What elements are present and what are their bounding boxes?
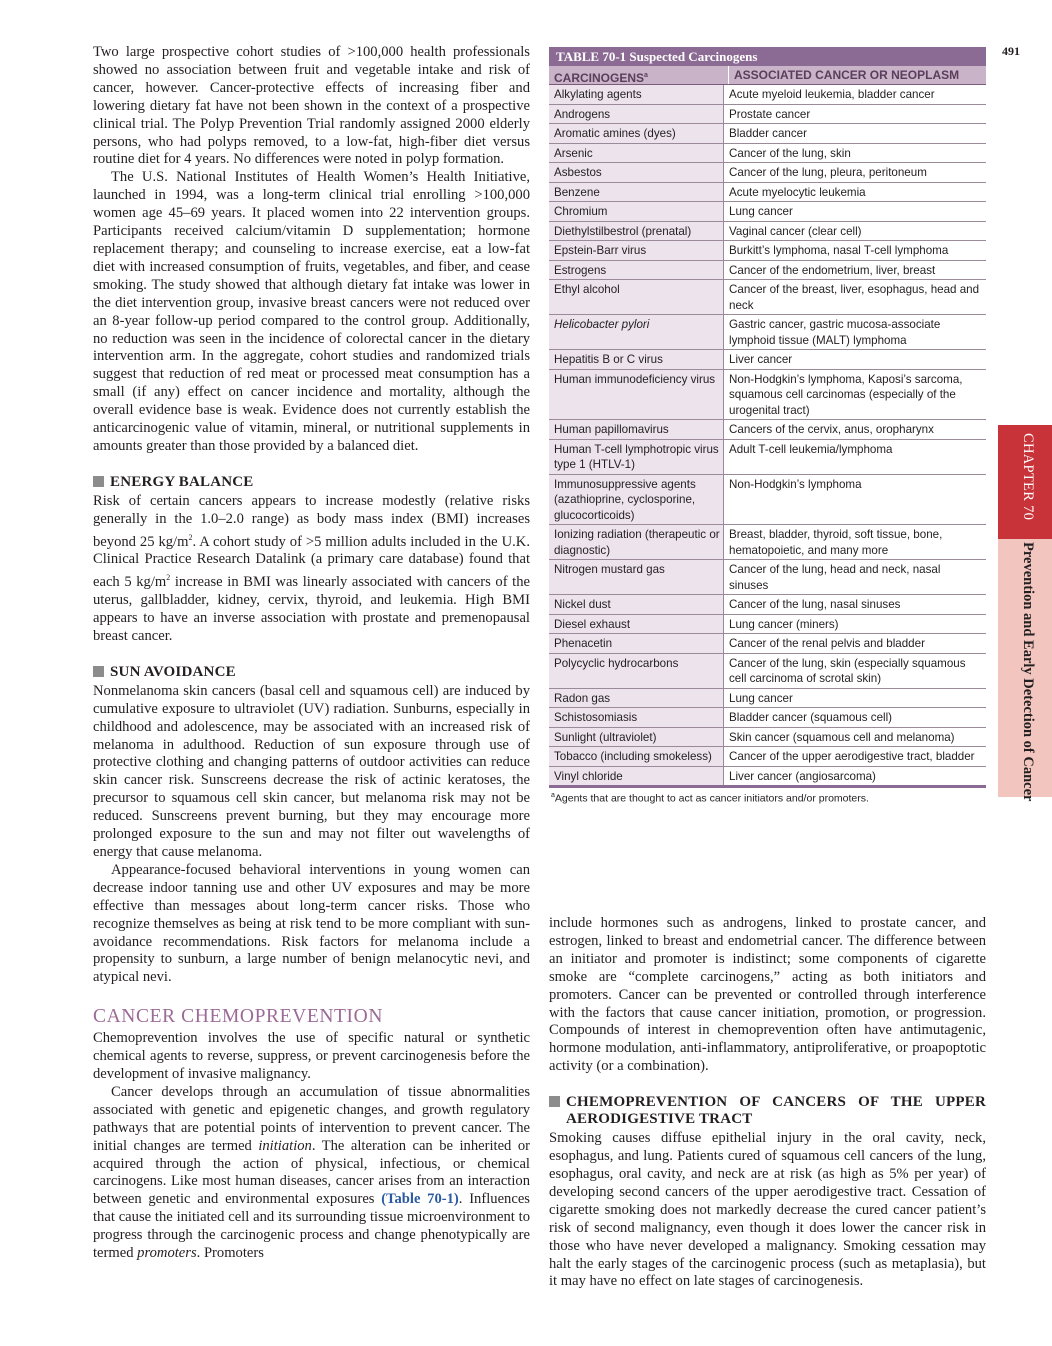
carcinogen-cell: Chromium bbox=[549, 202, 724, 221]
associated-cancer-cell: Cancer of the lung, nasal sinuses bbox=[729, 598, 901, 611]
section-heading-sun-avoidance: SUN AVOIDANCE bbox=[93, 664, 530, 681]
paragraph: Smoking causes diffuse epithelial injury in the oral cavity, neck, esophagus, and lung. Patients cured of squamous cell cancers of the lung, esophagus, oral cavity, and neck are at risk (as high as 5% per year) of developing second cancers of the upper aerodigestive tract. Cessation of cigarette smoking does not markedly decrease the cured cancer patient’s risk of second malignancy, even though it does lower the cancer risk in those who have never developed a malignancy. Smoking cessation may halt the early stages of the carcinogenic process (such as metaplasia), but it may have no effect on late stages of carcinogenesis. bbox=[549, 1130, 986, 1290]
associated-cancer-cell: Lung cancer bbox=[729, 691, 793, 705]
table-body bbox=[549, 85, 986, 786]
table-header bbox=[549, 66, 986, 85]
table-row bbox=[549, 708, 986, 728]
associated-cancer-cell: Cancer of the upper aerodigestive tract, bladder bbox=[729, 750, 975, 763]
associated-cancer-cell: Gastric cancer, gastric mucosa-associate lymphoid tissue (MALT) lymphoma bbox=[729, 318, 941, 347]
right-column bbox=[549, 915, 986, 1291]
paragraph: The U.S. National Institutes of Health Women’s Health Initiative, launched in 1994, was a long-term clinical trial enrolling >100,000 women age 45–69 years. It placed women into 22 intervention groups. Participants received calcium/vitamin D supplementation; hormone replacement therapy; and counseling to increase exercise, eat a low-fat diet with increased consumption of fruits, vegetables, and fiber, and cease smoking. The study showed that although dietary fat intake was lower in the diet intervention group, invasive breast cancers were not reduced over an 8-year follow-up period compared to the control group. Additionally, no reduction was seen in the incidence of colorectal cancer in the dietary intervention arm. In the aggregate, cohort studies and randomized trials suggest that reduction of red meat or processed meat consumption has a small (if any) effect on cancer incidence and mortality, although the overall evidence base is weak. Evidence does not currently establish the anticarcinogenic value of vitamin, mineral, or nutritional supplements in amounts greater than those provided by a balanced diet. bbox=[93, 169, 530, 454]
carcinogens-table bbox=[549, 47, 986, 805]
table-footnote: $^a$Agents that are thought to act as cancer initiators and/or promoters. bbox=[551, 792, 869, 805]
associated-cancer-cell: Cancer of the breast, liver, esophagus, head and neck bbox=[729, 283, 980, 312]
paragraph: Two large prospective cohort studies of >100,000 health professionals showed no association between fruit and vegetable intake and risk of cancer, however. Cancer-protective effects of increasing fiber and lowering dietary fat have not been shown in the context of a prospective clinical trial. The Polyp Prevention Trial randomly assigned 2000 elderly persons, who had polyps removed, to a low-fat, high-fiber diet versus routine diet for 4 years. No differences were noted in polyp formation. bbox=[93, 44, 530, 168]
carcinogen-cell: Human immunodeficiency virus bbox=[549, 370, 724, 420]
carcinogen-cell: Radon gas bbox=[549, 689, 724, 708]
paragraph: Cancer develops through an accumulation of tissue abnormalities associated with genetic and epigenetic changes, and growth regulatory pathways that are potential points of intervention to prevent cancer. The initial changes are termed initiation. The alteration can be inherited or acquired through the action of physical, infectious, or chemical carcinogens. Like most human diseases, cancer arises from an interaction between genetic and environmental exposures (Table 70-1). Influences that cause the initiated cell and its surrounding tissue microenvironment to progress through the carcinogenic process and change phenotypically are termed promoters. Promoters bbox=[93, 1083, 530, 1262]
carcinogen-cell: Asbestos bbox=[549, 163, 724, 182]
table-row bbox=[549, 202, 986, 222]
section-heading-cancer-chemoprevention: CANCER CHEMOPREVENTION bbox=[93, 1006, 383, 1028]
table-row bbox=[549, 420, 986, 440]
carcinogen-cell: Ethyl alcohol bbox=[549, 280, 724, 314]
associated-cancer-cell: Prostate cancer bbox=[729, 107, 811, 121]
associated-cancer-cell: Acute myeloid leukemia, bladder cancer bbox=[729, 88, 935, 101]
square-bullet-icon bbox=[93, 666, 104, 677]
table-row bbox=[549, 350, 986, 370]
associated-cancer-cell: Vaginal cancer (clear cell) bbox=[729, 224, 862, 238]
chapter-title: Prevention and Early Detection of Cancer bbox=[1020, 542, 1036, 802]
associated-cancer-cell: Lung cancer bbox=[729, 205, 793, 218]
chapter-tab bbox=[998, 425, 1052, 802]
square-bullet-icon bbox=[93, 476, 104, 487]
associated-cancer-cell: Bladder cancer bbox=[729, 127, 807, 140]
associated-cancer-cell: Lung cancer (miners) bbox=[729, 617, 839, 631]
table-row bbox=[549, 475, 986, 526]
table-row bbox=[549, 315, 986, 350]
associated-cancer-cell: Non-Hodgkin’s lymphoma, Kaposi’s sarcoma, squamous cell carcinomas (especially of the urogenital tract) bbox=[729, 372, 963, 417]
table-row bbox=[549, 183, 986, 203]
section-heading-upper-aerodigestive: CHEMOPREVENTION OF CANCERS OF THE UPPER AERODIGESTIVE TRACT bbox=[549, 1094, 986, 1128]
paragraph: Appearance-focused behavioral interventions in young women can decrease indoor tanning use and other UV exposures and may be more effective than messages about long-term cancer risks. Those who recognize themselves as being at risk tend to be more compliant with sun-avoidance recommendations. Risk factors for melanoma include a propensity to sunburn, a large number of benign melanocytic nevi, and atypical nevi. bbox=[93, 861, 530, 986]
table-row bbox=[549, 767, 986, 787]
carcinogen-cell: Epstein-Barr virus bbox=[549, 241, 724, 260]
carcinogen-cell: Schistosomiasis bbox=[549, 708, 724, 727]
table-row bbox=[549, 124, 986, 144]
carcinogen-cell: Hepatitis B or C virus bbox=[549, 350, 724, 369]
carcinogen-cell: Tobacco (including smokeless) bbox=[549, 747, 724, 766]
associated-cancer-cell: Cancer of the lung, pleura, peritoneum bbox=[729, 166, 927, 179]
carcinogen-cell: Sunlight (ultraviolet) bbox=[549, 728, 724, 747]
associated-cancer-cell: Skin cancer (squamous cell and melanoma) bbox=[729, 730, 955, 744]
associated-cancer-cell: Cancer of the lung, head and neck, nasal sinuses bbox=[729, 563, 941, 592]
carcinogen-cell: Immunosuppressive agents (azathioprine, cyclosporine, glucocorticoids) bbox=[549, 475, 724, 525]
table-row bbox=[549, 370, 986, 421]
carcinogen-cell: Estrogens bbox=[549, 261, 724, 280]
carcinogen-cell: Aromatic amines (dyes) bbox=[549, 124, 724, 143]
carcinogen-cell: Human T-cell lymphotropic virus type 1 (HTLV-1) bbox=[549, 440, 724, 474]
table-row bbox=[549, 222, 986, 242]
associated-cancer-cell: Breast, bladder, thyroid, soft tissue, bone, hematopoietic, and many more bbox=[729, 528, 943, 557]
table-column-header: CARCINOGENS$^a$ bbox=[549, 66, 729, 84]
table-row bbox=[549, 261, 986, 281]
associated-cancer-cell: Cancer of the lung, skin (especially squamous cell carcinoma of scrotal skin) bbox=[729, 656, 966, 685]
paragraph: include hormones such as androgens, linked to prostate cancer, and estrogen, linked to breast and endometrial cancer. The difference between an initiator and promoter is indistinct; some components of cigarette smoke are “complete carcinogens,” acting as both initiators and promoters. Cancer can be prevented or controlled through interference with the factors that cause cancer initiation, promotion, or progression. Compounds of interest in chemoprevention often have antimutagenic, hormone modulation, anti-inflammatory, antiproliferative, or proapoptotic activity (or a combination). bbox=[549, 915, 986, 1075]
associated-cancer-cell: Bladder cancer (squamous cell) bbox=[729, 711, 893, 724]
carcinogen-cell: Benzene bbox=[549, 183, 724, 202]
associated-cancer-cell: Cancers of the cervix, anus, oropharynx bbox=[729, 423, 934, 436]
table-row bbox=[549, 85, 986, 105]
associated-cancer-cell: Cancer of the renal pelvis and bladder bbox=[729, 637, 925, 650]
square-bullet-icon bbox=[549, 1096, 560, 1107]
table-row bbox=[549, 728, 986, 748]
table-row bbox=[549, 105, 986, 125]
carcinogen-cell: Helicobacter pylori bbox=[549, 315, 724, 349]
associated-cancer-cell: Acute myelocytic leukemia bbox=[729, 185, 866, 199]
table-row bbox=[549, 595, 986, 615]
chapter-label: CHAPTER 70 bbox=[1020, 433, 1036, 521]
table-bottom-rule bbox=[549, 785, 986, 788]
carcinogen-cell: Vinyl chloride bbox=[549, 767, 724, 786]
section-heading-energy-balance: ENERGY BALANCE bbox=[93, 474, 530, 491]
chapter-tab-text bbox=[1016, 433, 1036, 802]
table-row bbox=[549, 163, 986, 183]
carcinogen-cell: Androgens bbox=[549, 105, 724, 124]
associated-cancer-cell: Cancer of the endometrium, liver, breast bbox=[729, 263, 936, 277]
associated-cancer-cell: Liver cancer bbox=[729, 353, 793, 366]
table-reference-link[interactable]: (Table 70-1) bbox=[381, 1191, 459, 1208]
table-row bbox=[549, 615, 986, 635]
page-number: 491 bbox=[1002, 44, 1020, 58]
table-row bbox=[549, 280, 986, 315]
table-title: TABLE 70-1 Suspected Carcinogens bbox=[549, 47, 986, 66]
table-row bbox=[549, 440, 986, 475]
table-row bbox=[549, 560, 986, 595]
paragraph: Nonmelanoma skin cancers (basal cell and squamous cell) are induced by cumulative exposure to ultraviolet (UV) radiation. Sunburns, especially in childhood and adolescence, may be associated with an increased risk of melanoma in adulthood. Reduction of sun exposure through use of protective clothing and changing patterns of outdoor activities can reduce skin cancer risk. Sunscreens decrease the risk of actinic keratoses, the precursor to squamous cell skin cancer, but melanoma risk may not be reduced. Sunscreens prevent burning, but they may encourage more prolonged exposure to the sun and may not filter out wavelengths of energy that cause melanoma. bbox=[93, 682, 530, 860]
table-row bbox=[549, 634, 986, 654]
table-row bbox=[549, 525, 986, 560]
carcinogen-cell: Arsenic bbox=[549, 144, 724, 163]
table-row bbox=[549, 689, 986, 709]
carcinogen-cell: Nickel dust bbox=[549, 595, 724, 614]
left-column bbox=[93, 44, 530, 1263]
associated-cancer-cell: Adult T-cell leukemia/lymphoma bbox=[729, 442, 893, 456]
paragraph: Chemoprevention involves the use of specific natural or synthetic chemical agents to reverse, suppress, or prevent carcinogenesis before the development of invasive malignancy. bbox=[93, 1030, 530, 1083]
associated-cancer-cell: Non-Hodgkin’s lymphoma bbox=[729, 477, 862, 491]
table-row bbox=[549, 654, 986, 689]
carcinogen-cell: Nitrogen mustard gas bbox=[549, 560, 724, 594]
carcinogen-cell: Ionizing radiation (therapeutic or diagnostic) bbox=[549, 525, 724, 559]
associated-cancer-cell: Cancer of the lung, skin bbox=[729, 146, 851, 160]
table-row bbox=[549, 747, 986, 767]
paragraph: Risk of certain cancers appears to increase modestly (relative risks generally in the 1.0–2.0 range) as body mass index (BMI) increases beyond 25 $kg/m^2$. A cohort study of >5 million adults included in the U.K. Clinical Practice Research Datalink (a primary care database) found that each 5 $kg/m^2$ increase in BMI was linearly associated with cancers of the uterus, gallbladder, kidney, cervix, thyroid, and leukemia. High BMI appears to have an inverse association with prostate and premenopausal breast cancer. bbox=[93, 492, 530, 644]
table-row bbox=[549, 144, 986, 164]
carcinogen-cell: Human papillomavirus bbox=[549, 420, 724, 439]
table-column-header: ASSOCIATED CANCER OR NEOPLASM bbox=[734, 68, 960, 82]
carcinogen-cell: Alkylating agents bbox=[549, 85, 724, 104]
table-row bbox=[549, 241, 986, 261]
carcinogen-cell: Polycyclic hydrocarbons bbox=[549, 654, 724, 688]
carcinogen-cell: Diesel exhaust bbox=[549, 615, 724, 634]
carcinogen-cell: Diethylstilbestrol (prenatal) bbox=[549, 222, 724, 241]
carcinogen-cell: Phenacetin bbox=[549, 634, 724, 653]
associated-cancer-cell: Burkitt’s lymphoma, nasal T-cell lymphoma bbox=[729, 244, 949, 257]
associated-cancer-cell: Liver cancer (angiosarcoma) bbox=[729, 769, 876, 783]
